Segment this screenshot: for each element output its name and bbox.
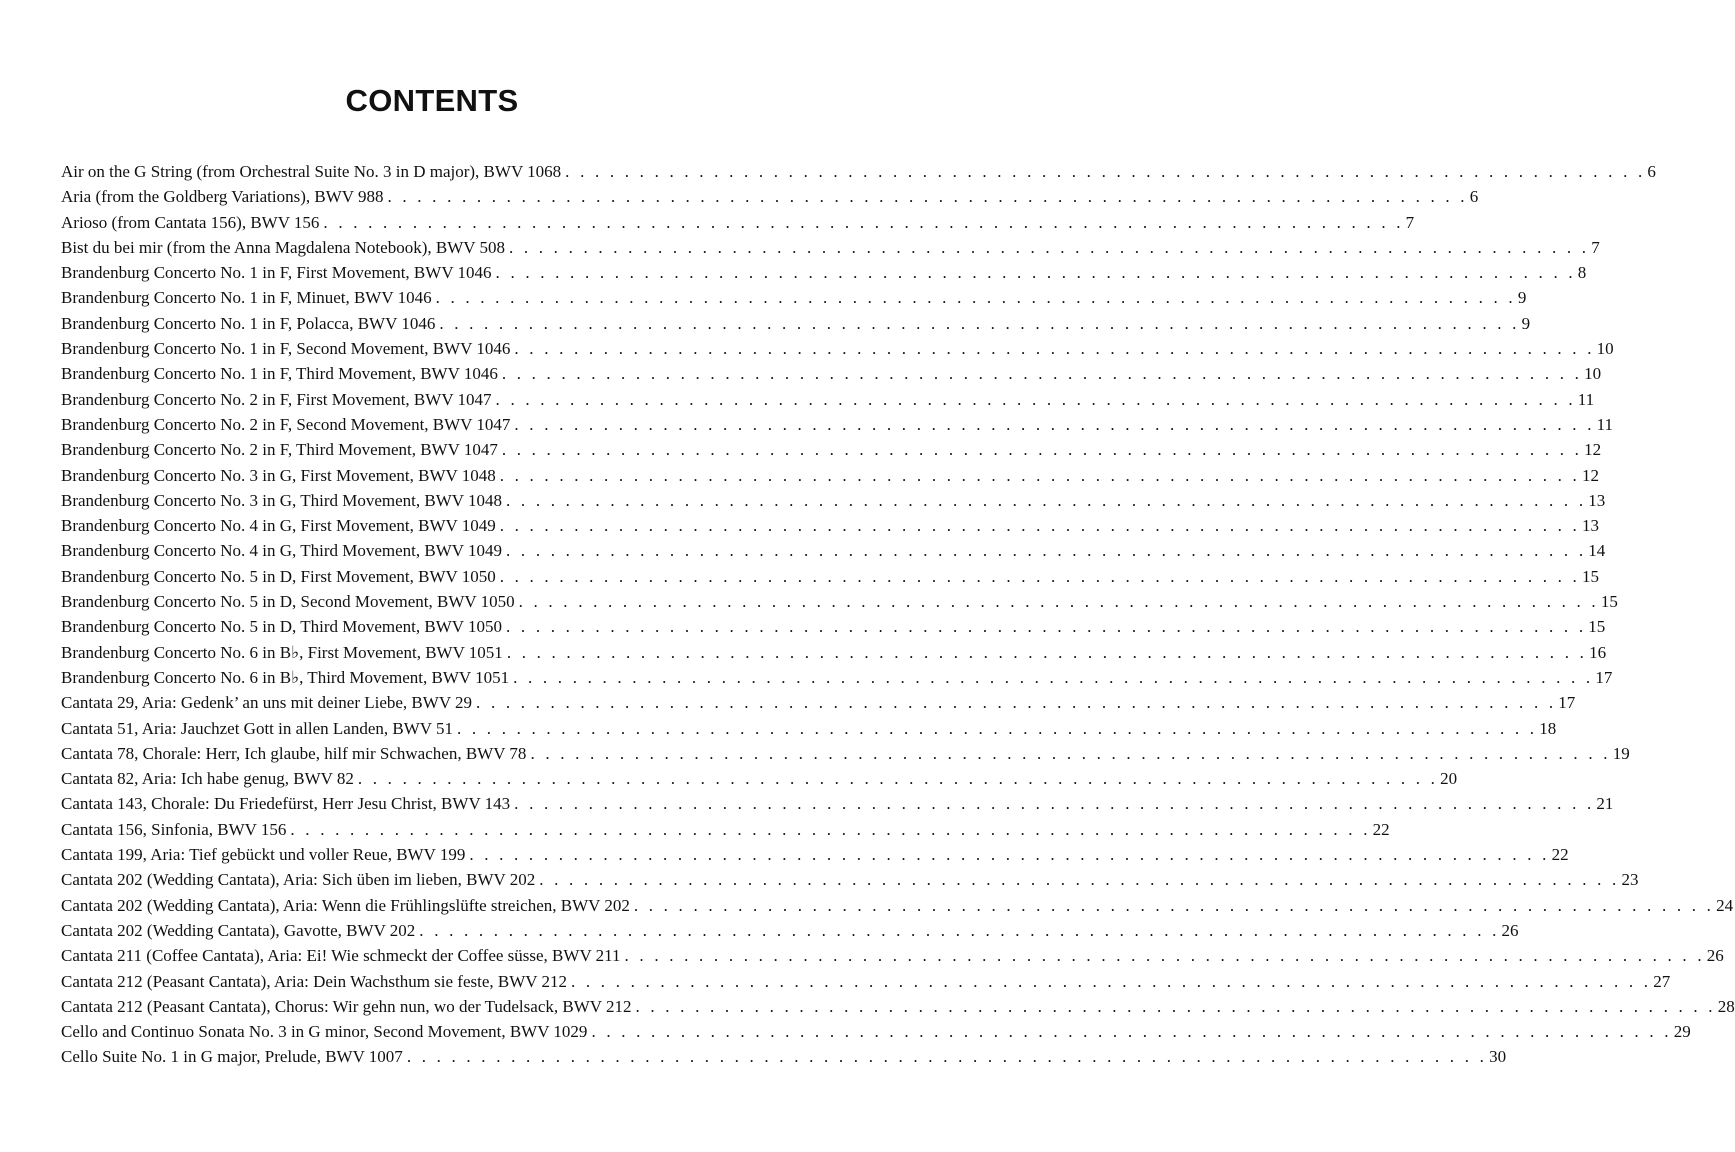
dot-leader: . . . . . . . . . . . . . . . . . . . . . . . . . . . . . . . . . . . . . . . . . . . . . . . . . . . . . . . . . . . . . . . . . . . . . . . . . xyxy=(435,288,1516,308)
dot-leader: . . . . . . . . . . . . . . . . . . . . . . . . . . . . . . . . . . . . . . . . . . . . . . . . . . . . . . . . . . . . . . . . . . . . . . . . . xyxy=(495,389,1576,409)
toc-entry-page-number: 6 xyxy=(1469,187,1479,207)
toc-entry-title: Brandenburg Concerto No. 2 in F, Third Movement, BWV 1047 xyxy=(61,440,498,460)
toc-entry-page-number: 24 xyxy=(1716,895,1734,915)
toc-entry xyxy=(61,665,1613,690)
toc-entry xyxy=(61,210,1415,235)
toc-entry-page-number: 15 xyxy=(1581,566,1599,586)
toc-entry-page-number: 7 xyxy=(1591,237,1600,257)
toc-entry-page-number: 18 xyxy=(1539,718,1557,738)
toc-entry xyxy=(61,918,1519,943)
dot-leader: . . . . . . . . . . . . . . . . . . . . . . . . . . . . . . . . . . . . . . . . . . . . . . . . . . . . . . . . . . . . . . . . . . . . . . . . . xyxy=(290,819,1371,839)
toc-entry-title: Cantata 156, Sinfonia, BWV 156 xyxy=(61,819,287,839)
dot-leader: . . . . . . . . . . . . . . . . . . . . . . . . . . . . . . . . . . . . . . . . . . . . . . . . . . . . . . . . . . . . . . . . . . . . . . . . . xyxy=(439,313,1520,333)
dot-leader: . . . . . . . . . . . . . . . . . . . . . . . . . . . . . . . . . . . . . . . . . . . . . . . . . . . . . . . . . . . . . . . . . . . . . . . . . xyxy=(499,566,1580,586)
dot-leader: . . . . . . . . . . . . . . . . . . . . . . . . . . . . . . . . . . . . . . . . . . . . . . . . . . . . . . . . . . . . . . . . . . . . . . . . . xyxy=(591,1022,1672,1042)
toc-entry-title: Bist du bei mir (from the Anna Magdalena Notebook), BWV 508 xyxy=(61,237,505,257)
toc-entry-page-number: 8 xyxy=(1577,263,1587,283)
toc-entry xyxy=(61,867,1639,892)
dot-leader: . . . . . . . . . . . . . . . . . . . . . . . . . . . . . . . . . . . . . . . . . . . . . . . . . . . . . . . . . . . . . . . . . . . . . . . . . xyxy=(506,642,1588,662)
toc-entry xyxy=(61,311,1531,336)
dot-leader: . . . . . . . . . . . . . . . . . . . . . . . . . . . . . . . . . . . . . . . . . . . . . . . . . . . . . . . . . . . . . . . . . . . . . . . . . xyxy=(633,895,1715,915)
dot-leader: . . . . . . . . . . . . . . . . . . . . . . . . . . . . . . . . . . . . . . . . . . . . . . . . . . . . . . . . . . . . . . . . . . . . . . . . . xyxy=(518,592,1599,612)
toc-entry xyxy=(61,437,1602,462)
table-of-contents xyxy=(61,159,1735,1070)
toc-entry-page-number: 12 xyxy=(1581,465,1599,485)
toc-entry xyxy=(61,791,1614,816)
toc-entry-title: Cello Suite No. 1 in G major, Prelude, BWV 1007 xyxy=(61,1047,403,1067)
toc-entry-page-number: 11 xyxy=(1596,414,1614,434)
dot-leader: . . . . . . . . . . . . . . . . . . . . . . . . . . . . . . . . . . . . . . . . . . . . . . . . . . . . . . . . . . . . . . . . . . . . . . . . . xyxy=(499,516,1580,536)
toc-entry-page-number: 15 xyxy=(1600,592,1618,612)
dot-leader: . . . . . . . . . . . . . . . . . . . . . . . . . . . . . . . . . . . . . . . . . . . . . . . . . . . . . . . . . . . . . . . . . . . . . . . . . xyxy=(501,364,1583,384)
dot-leader: . . . . . . . . . . . . . . . . . . . . . . . . . . . . . . . . . . . . . . . . . . . . . . . . . . . . . . . . . . . . . . . . . . . . . . . . . xyxy=(357,769,1439,789)
toc-entry xyxy=(61,589,1618,614)
dot-leader: . . . . . . . . . . . . . . . . . . . . . . . . . . . . . . . . . . . . . . . . . . . . . . . . . . . . . . . . . . . . . . . . . . . . . . . . . xyxy=(513,667,1594,687)
toc-entry-title: Brandenburg Concerto No. 4 in G, Third Movement, BWV 1049 xyxy=(61,541,503,561)
toc-entry-title: Brandenburg Concerto No. 2 in F, First Movement, BWV 1047 xyxy=(61,389,492,409)
dot-leader: . . . . . . . . . . . . . . . . . . . . . . . . . . . . . . . . . . . . . . . . . . . . . . . . . . . . . . . . . . . . . . . . . . . . . . . . . xyxy=(530,743,1611,763)
dot-leader: . . . . . . . . . . . . . . . . . . . . . . . . . . . . . . . . . . . . . . . . . . . . . . . . . . . . . . . . . . . . . . . . . . . . . . . . . xyxy=(506,541,1587,561)
toc-entry-title: Brandenburg Concerto No. 3 in G, First Movement, BWV 1048 xyxy=(61,465,496,485)
dot-leader: . . . . . . . . . . . . . . . . . . . . . . . . . . . . . . . . . . . . . . . . . . . . . . . . . . . . . . . . . . . . . . . . . . . . . . . . . xyxy=(539,870,1620,890)
toc-entry-page-number: 23 xyxy=(1621,870,1639,890)
toc-entry-page-number: 22 xyxy=(1372,819,1390,839)
toc-entry-page-number: 19 xyxy=(1612,743,1630,763)
toc-entry-page-number: 17 xyxy=(1558,693,1576,713)
dot-leader: . . . . . . . . . . . . . . . . . . . . . . . . . . . . . . . . . . . . . . . . . . . . . . . . . . . . . . . . . . . . . . . . . . . . . . . . . xyxy=(565,162,1646,181)
toc-entry-page-number: 29 xyxy=(1673,1022,1691,1042)
dot-leader: . . . . . . . . . . . . . . . . . . . . . . . . . . . . . . . . . . . . . . . . . . . . . . . . . . . . . . . . . . . . . . . . . . . . . . . . . xyxy=(476,693,1557,713)
toc-entry xyxy=(61,285,1527,310)
dot-leader: . . . . . . . . . . . . . . . . . . . . . . . . . . . . . . . . . . . . . . . . . . . . . . . . . . . . . . . . . . . . . . . . . . . . . . . . . xyxy=(506,490,1587,510)
toc-entry-page-number: 10 xyxy=(1584,364,1602,384)
toc-entry xyxy=(61,361,1602,386)
toc-entry-title: Cantata 51, Aria: Jauchzet Gott in allen Landen, BWV 51 xyxy=(61,718,453,738)
toc-entry xyxy=(61,969,1671,994)
toc-entry-title: Cantata 211 (Coffee Cantata), Aria: Ei! Wie schmeckt der Coffee süsse, BWV 211 xyxy=(61,946,621,966)
toc-entry-title: Brandenburg Concerto No. 6 in B♭, First Movement, BWV 1051 xyxy=(61,642,503,662)
toc-entry-page-number: 21 xyxy=(1596,794,1614,814)
dot-leader: . . . . . . . . . . . . . . . . . . . . . . . . . . . . . . . . . . . . . . . . . . . . . . . . . . . . . . . . . . . . . . . . . . . . . . . . . xyxy=(635,996,1716,1016)
toc-entry-title: Brandenburg Concerto No. 1 in F, Third Movement, BWV 1046 xyxy=(61,364,498,384)
toc-entry-title: Brandenburg Concerto No. 5 in D, Third Movement, BWV 1050 xyxy=(61,617,503,637)
dot-leader: . . . . . . . . . . . . . . . . . . . . . . . . . . . . . . . . . . . . . . . . . . . . . . . . . . . . . . . . . . . . . . . . . . . . . . . . . xyxy=(514,414,1595,434)
toc-entry xyxy=(61,387,1595,412)
toc-entry-title: Aria (from the Goldberg Variations), BWV 988 xyxy=(61,187,384,207)
toc-entry-page-number: 13 xyxy=(1581,516,1599,536)
toc-entry-title: Cello and Continuo Sonata No. 3 in G minor, Second Movement, BWV 1029 xyxy=(61,1022,588,1042)
toc-entry-page-number: 20 xyxy=(1440,769,1458,789)
toc-entry xyxy=(61,716,1557,741)
toc-entry-title: Arioso (from Cantata 156), BWV 156 xyxy=(61,212,320,232)
toc-entry-title: Cantata 78, Chorale: Herr, Ich glaube, hilf mir Schwachen, BWV 78 xyxy=(61,743,527,763)
dot-leader: . . . . . . . . . . . . . . . . . . . . . . . . . . . . . . . . . . . . . . . . . . . . . . . . . . . . . . . . . . . . . . . . . . . . . . . . . xyxy=(508,237,1590,257)
toc-entry-title: Cantata 202 (Wedding Cantata), Aria: Wenn die Frühlingslüfte streichen, BWV 202 xyxy=(61,895,630,915)
toc-entry-title: Cantata 202 (Wedding Cantata), Gavotte, BWV 202 xyxy=(61,920,416,940)
dot-leader: . . . . . . . . . . . . . . . . . . . . . . . . . . . . . . . . . . . . . . . . . . . . . . . . . . . . . . . . . . . . . . . . . . . . . . . . . xyxy=(514,794,1595,814)
dot-leader: . . . . . . . . . . . . . . . . . . . . . . . . . . . . . . . . . . . . . . . . . . . . . . . . . . . . . . . . . . . . . . . . . . . . . . . . . xyxy=(624,946,1705,966)
toc-entry-title: Cantata 29, Aria: Gedenk’ an uns mit deiner Liebe, BWV 29 xyxy=(61,693,473,713)
dot-leader: . . . . . . . . . . . . . . . . . . . . . . . . . . . . . . . . . . . . . . . . . . . . . . . . . . . . . . . . . . . . . . . . . . . . . . . . . xyxy=(387,187,1468,207)
dot-leader: . . . . . . . . . . . . . . . . . . . . . . . . . . . . . . . . . . . . . . . . . . . . . . . . . . . . . . . . . . . . . . . . . . . . . . . . . xyxy=(457,718,1538,738)
dot-leader: . . . . . . . . . . . . . . . . . . . . . . . . . . . . . . . . . . . . . . . . . . . . . . . . . . . . . . . . . . . . . . . . . . . . . . . . . xyxy=(506,617,1587,637)
toc-entry-title: Brandenburg Concerto No. 1 in F, Polacca, BWV 1046 xyxy=(61,313,436,333)
toc-entry xyxy=(61,488,1606,513)
toc-entry xyxy=(61,1044,1507,1069)
toc-entry-page-number: 6 xyxy=(1647,162,1656,181)
toc-entry-page-number: 12 xyxy=(1584,440,1602,460)
toc-entry-title: Brandenburg Concerto No. 5 in D, Second Movement, BWV 1050 xyxy=(61,592,515,612)
dot-leader: . . . . . . . . . . . . . . . . . . . . . . . . . . . . . . . . . . . . . . . . . . . . . . . . . . . . . . . . . . . . . . . . . . . . . . . . . xyxy=(571,971,1652,991)
toc-entry-page-number: 11 xyxy=(1577,389,1595,409)
toc-entry-title: Cantata 202 (Wedding Cantata), Aria: Sich üben im lieben, BWV 202 xyxy=(61,870,536,890)
dot-leader: . . . . . . . . . . . . . . . . . . . . . . . . . . . . . . . . . . . . . . . . . . . . . . . . . . . . . . . . . . . . . . . . . . . . . . . . . xyxy=(514,339,1595,359)
toc-entry-title: Brandenburg Concerto No. 5 in D, First Movement, BWV 1050 xyxy=(61,566,496,586)
toc-entry-page-number: 17 xyxy=(1595,667,1613,687)
toc-entry-page-number: 28 xyxy=(1717,996,1735,1016)
toc-entry-page-number: 26 xyxy=(1706,946,1724,966)
toc-entry-title: Cantata 212 (Peasant Cantata), Aria: Dein Wachsthum sie feste, BWV 212 xyxy=(61,971,567,991)
toc-entry-title: Brandenburg Concerto No. 1 in F, Minuet, BWV 1046 xyxy=(61,288,432,308)
toc-entry-page-number: 14 xyxy=(1588,541,1606,561)
toc-entry xyxy=(61,564,1599,589)
toc-entry xyxy=(61,817,1390,842)
toc-entry-page-number: 27 xyxy=(1653,971,1671,991)
toc-entry xyxy=(61,260,1587,285)
toc-entry-page-number: 30 xyxy=(1489,1047,1507,1067)
toc-entry xyxy=(61,741,1630,766)
toc-entry-page-number: 26 xyxy=(1501,920,1519,940)
toc-entry xyxy=(61,513,1599,538)
toc-entry-title: Brandenburg Concerto No. 3 in G, Third Movement, BWV 1048 xyxy=(61,490,503,510)
toc-entry-title: Cantata 199, Aria: Tief gebückt und voller Reue, BWV 199 xyxy=(61,845,466,865)
toc-entry xyxy=(61,184,1479,209)
toc-entry-title: Brandenburg Concerto No. 4 in G, First Movement, BWV 1049 xyxy=(61,516,496,536)
toc-entry xyxy=(61,538,1606,563)
toc-entry-title: Brandenburg Concerto No. 1 in F, Second Movement, BWV 1046 xyxy=(61,339,511,359)
toc-entry-page-number: 15 xyxy=(1588,617,1606,637)
toc-entry xyxy=(61,159,1656,184)
toc-entry-title: Cantata 143, Chorale: Du Friedefürst, Herr Jesu Christ, BWV 143 xyxy=(61,794,511,814)
toc-entry xyxy=(61,640,1607,665)
toc-entry-title: Brandenburg Concerto No. 1 in F, First Movement, BWV 1046 xyxy=(61,263,492,283)
toc-entry-title: Brandenburg Concerto No. 2 in F, Second Movement, BWV 1047 xyxy=(61,414,511,434)
toc-entry xyxy=(61,1019,1691,1044)
toc-entry-page-number: 10 xyxy=(1596,339,1614,359)
toc-entry-title: Brandenburg Concerto No. 6 in B♭, Third Movement, BWV 1051 xyxy=(61,667,510,687)
toc-entry xyxy=(61,842,1569,867)
toc-entry xyxy=(61,690,1576,715)
toc-entry xyxy=(61,766,1458,791)
toc-entry xyxy=(61,336,1614,361)
toc-entry xyxy=(61,614,1606,639)
toc-entry xyxy=(61,463,1599,488)
toc-entry-page-number: 13 xyxy=(1588,490,1606,510)
toc-entry-title: Cantata 212 (Peasant Cantata), Chorus: Wir gehn nun, wo der Tudelsack, BWV 212 xyxy=(61,996,632,1016)
toc-entry xyxy=(61,412,1614,437)
toc-entry xyxy=(61,943,1724,968)
toc-entry xyxy=(61,893,1734,918)
toc-entry-page-number: 9 xyxy=(1517,288,1527,308)
toc-entry-title: Air on the G String (from Orchestral Suite No. 3 in D major), BWV 1068 xyxy=(61,162,562,181)
toc-entry-page-number: 9 xyxy=(1521,313,1531,333)
dot-leader: . . . . . . . . . . . . . . . . . . . . . . . . . . . . . . . . . . . . . . . . . . . . . . . . . . . . . . . . . . . . . . . . . . . . . . . . . xyxy=(501,440,1583,460)
dot-leader: . . . . . . . . . . . . . . . . . . . . . . . . . . . . . . . . . . . . . . . . . . . . . . . . . . . . . . . . . . . . . . . . . . . . . . . . . xyxy=(495,263,1576,283)
toc-entry-title: Cantata 82, Aria: Ich habe genug, BWV 82 xyxy=(61,769,354,789)
toc-entry-page-number: 7 xyxy=(1405,212,1415,232)
dot-leader: . . . . . . . . . . . . . . . . . . . . . . . . . . . . . . . . . . . . . . . . . . . . . . . . . . . . . . . . . . . . . . . . . . . . . . . . . xyxy=(419,920,1500,940)
toc-entry-page-number: 22 xyxy=(1551,845,1569,865)
toc-entry xyxy=(61,994,1735,1019)
toc-entry xyxy=(61,235,1600,260)
dot-leader: . . . . . . . . . . . . . . . . . . . . . . . . . . . . . . . . . . . . . . . . . . . . . . . . . . . . . . . . . . . . . . . . . . . . . . . . . xyxy=(499,465,1580,485)
dot-leader: . . . . . . . . . . . . . . . . . . . . . . . . . . . . . . . . . . . . . . . . . . . . . . . . . . . . . . . . . . . . . . . . . . . . . . . . . xyxy=(323,212,1404,232)
dot-leader: . . . . . . . . . . . . . . . . . . . . . . . . . . . . . . . . . . . . . . . . . . . . . . . . . . . . . . . . . . . . . . . . . . . . . . . . . xyxy=(469,845,1550,865)
toc-entry-page-number: 16 xyxy=(1589,642,1607,662)
dot-leader: . . . . . . . . . . . . . . . . . . . . . . . . . . . . . . . . . . . . . . . . . . . . . . . . . . . . . . . . . . . . . . . . . . . . . . . . . xyxy=(406,1047,1488,1067)
page-title: CONTENTS xyxy=(345,82,519,118)
